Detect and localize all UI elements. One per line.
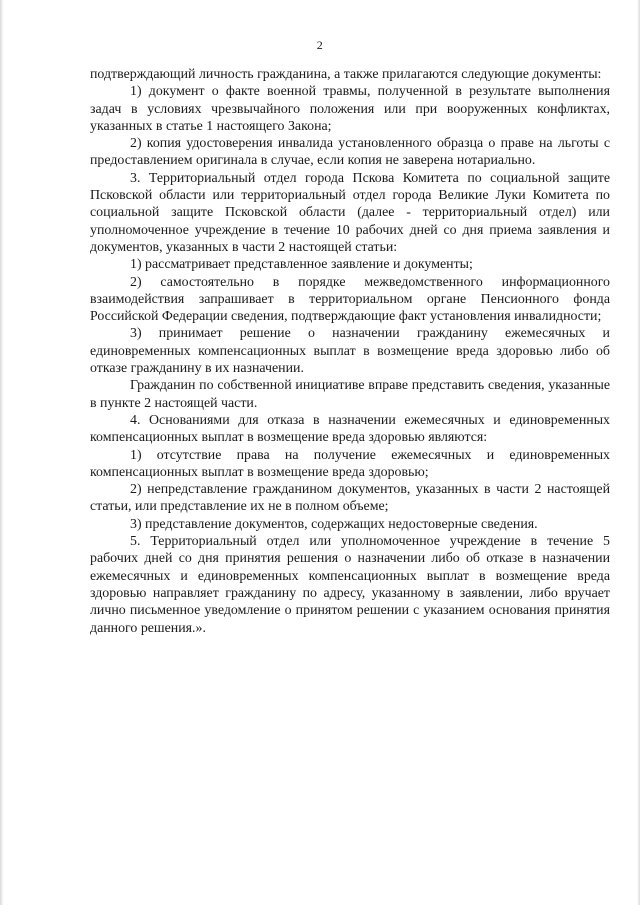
document-paragraph: Гражданин по собственной инициативе вправе представить сведения, указанные в пункте 2 настоящей части. (90, 378, 610, 411)
document-body (90, 66, 610, 637)
page-number: 2 (316, 38, 324, 52)
document-paragraph: 2) самостоятельно в порядке межведомственного информационного взаимодействия запрашивает в территориальном органе Пенсионного фонда Российской Федерации сведения, подтверждающие факт установления инвалидности; (90, 274, 610, 325)
document-paragraph: 3) принимает решение о назначении гражданину ежемесячных и единовременных компенсационных выплат в возмещение вреда здоровью либо об отказе гражданину в их назначении. (90, 326, 610, 377)
document-paragraph: подтверждающий личность гражданина, а также прилагаются следующие документы: (90, 67, 602, 82)
document-paragraph: 2) копия удостоверения инвалида установленного образца о праве на льготы с предоставлением оригинала в случае, если копия не заверена нотариально. (90, 136, 610, 169)
document-paragraph: 2) непредставление гражданином документов, указанных в части 2 настоящей статьи, или представление их не в полном объеме; (90, 482, 610, 515)
document-paragraph: 5. Территориальный отдел или уполномоченное учреждение в течение 5 рабочих дней со дня принятия решения о назначении либо об отказе в назначении ежемесячных и единовременных компенсационных выплат в возмещение вреда здоровью направляет гражданину по адресу, указанному в заявлении, либо вручает лично письменное уведомление о принятом решении с указанием основания принятия данного решения.». (90, 534, 610, 636)
scan-edge-left (0, 0, 4, 905)
document-paragraph: 3) представление документов, содержащих недостоверные сведения. (130, 516, 538, 532)
document-paragraph: 1) рассматривает представленное заявление и документы; (130, 257, 473, 273)
document-paragraph: 1) документ о факте военной травмы, полученной в результате выполнения задач в условиях чрезвычайного положения или при вооруженных конфликтах, указанных в статье 1 настоящего Закона; (90, 84, 610, 134)
document-paragraph: 4. Основаниями для отказа в назначении ежемесячных и единовременных компенсационных выплат в возмещение вреда здоровью являются: (90, 412, 610, 446)
document-paragraph: 3. Территориальный отдел города Пскова Комитета по социальной защите Псковской области или территориальный отдел города Великие Луки Комитета по социальной защите Псковской области (далее - территориальный отдел) или уполномоченное учреждение в течение 10 рабочих дней со дня приема заявления и документов, указанных в части 2 настоящей статьи: (90, 170, 610, 255)
document-paragraph: 1) отсутствие права на получение ежемесячных и единовременных компенсационных выплат в возмещение вреда здоровью; (90, 447, 610, 480)
